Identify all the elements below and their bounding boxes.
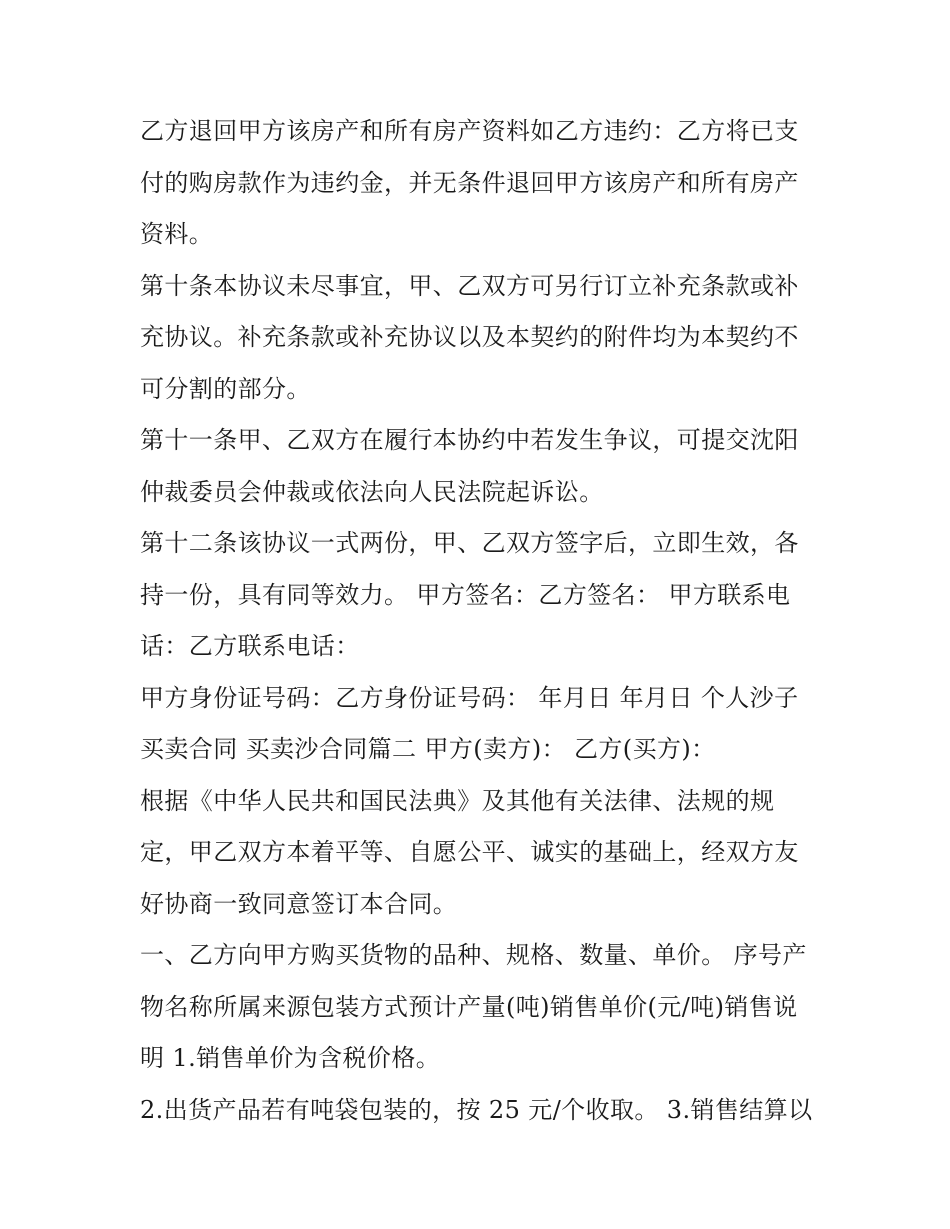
paragraph-article-11: 第十一条甲、乙双方在履行本协约中若发生争议，可提交沈阳仲裁委员会仲裁或依法向人民法院起诉讼。 <box>140 426 799 506</box>
paragraph-breach-refund: 乙方退回甲方该房产和所有房产资料如乙方违约：乙方将已支付的购房款作为违约金，并无条件退回甲方该房产和所有房产资料。 <box>140 117 799 248</box>
paragraph-id-numbers-contract-two: 甲方身份证号码：乙方身份证号码： 年月日 年月日 个人沙子买卖合同 买卖沙合同篇二 甲方(卖方)： 乙方(买方)： <box>140 683 799 763</box>
document-page <box>140 106 820 1136</box>
paragraph-article-12-signatures: 第十二条该协议一式两份，甲、乙双方签字后，立即生效，各持一份，具有同等效力。 甲方签名：乙方签名： 甲方联系电话：乙方联系电话： <box>140 529 799 660</box>
paragraph-packaging-settlement: 2.出货产品若有吨袋包装的，按 25 元/个收取。 3.销售结算以 <box>140 1095 813 1124</box>
paragraph-legal-basis: 根据《中华人民共和国民法典》及其他有关法律、法规的规定，甲乙双方本着平等、自愿公平、诚实的基础上，经双方友好协商一致同意签订本合同。 <box>140 786 799 918</box>
paragraph-article-10: 第十条本协议未尽事宜，甲、乙双方可另行订立补充条款或补充协议。补充条款或补充协议以及本契约的附件均为本契约不可分割的部分。 <box>140 271 799 403</box>
paragraph-goods-terms: 一、乙方向甲方购买货物的品种、规格、数量、单价。 序号产物名称所属来源包装方式预计产量(吨)销售单价(元/吨)销售说明 1.销售单价为含税价格。 <box>140 941 807 1072</box>
